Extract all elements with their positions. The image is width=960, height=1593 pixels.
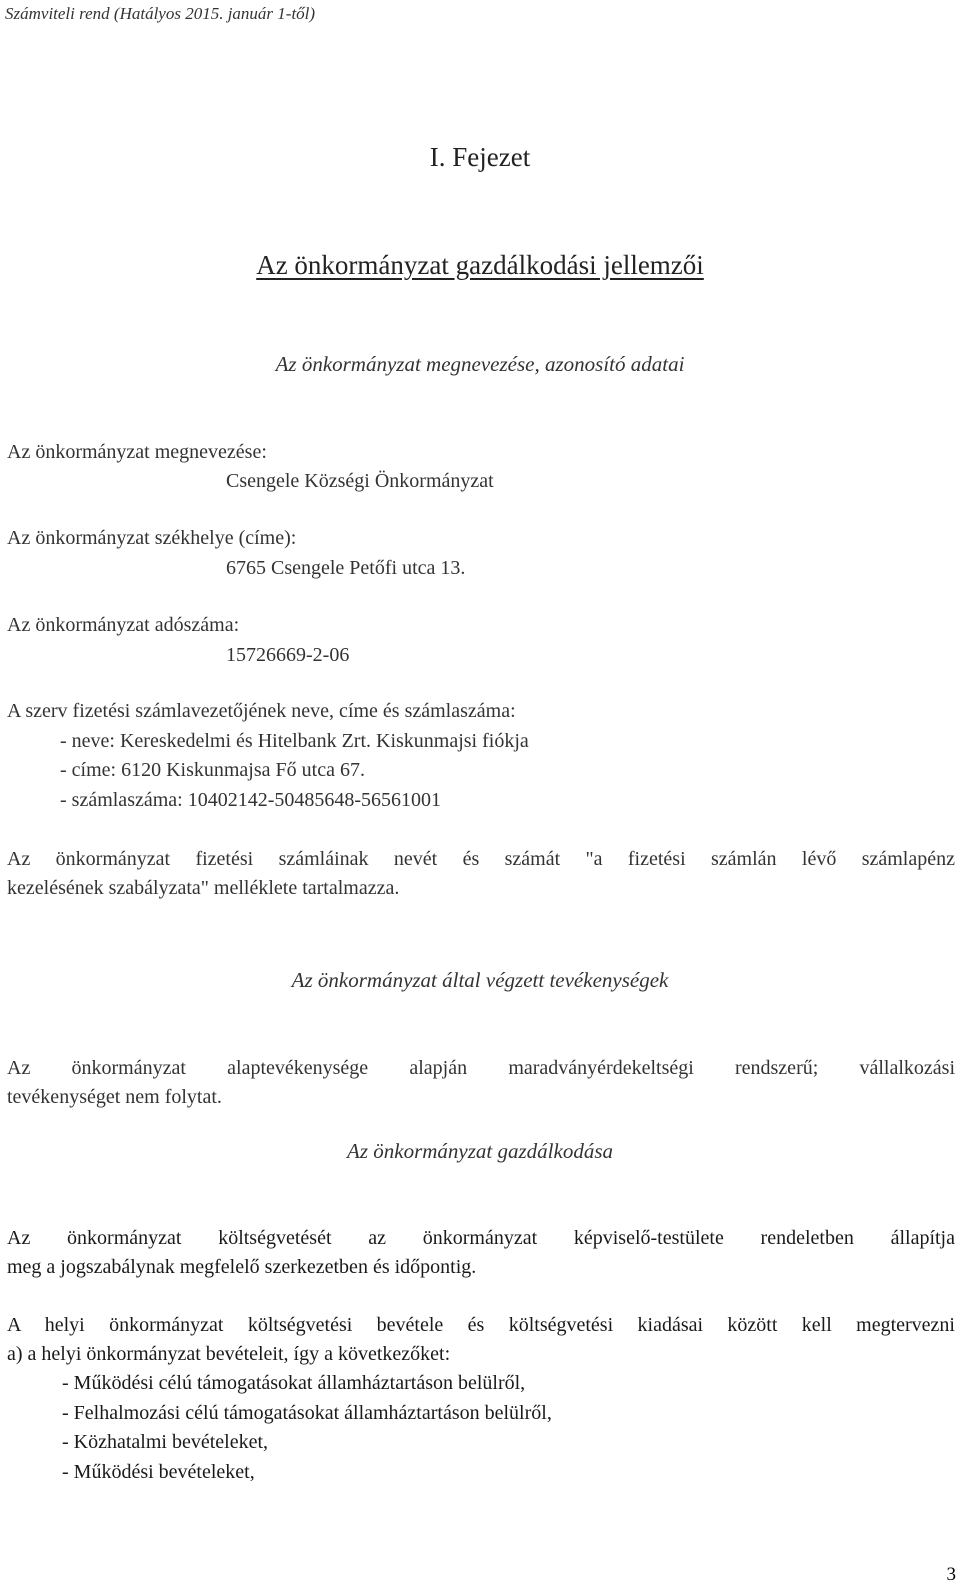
- activities-paragraph: [7, 1054, 955, 1112]
- list-item: - Működési célú támogatásokat államháztartáson belülről,: [62, 1372, 526, 1394]
- revenue-paragraph: [7, 1311, 955, 1369]
- main-title: Az önkormányzat gazdálkodási jellemzői: [256, 250, 704, 280]
- bank-label: A szerv fizetési számlavezetőjének neve, címe és számlaszáma:: [7, 700, 516, 722]
- list-item: - Működési bevételeket,: [62, 1460, 255, 1483]
- bank-address: - címe: 6120 Kiskunmajsa Fő utca 67.: [60, 759, 365, 781]
- section-heading-management: Az önkormányzat gazdálkodása: [347, 1139, 613, 1163]
- bank-name: - neve: Kereskedelmi és Hitelbank Zrt. Kiskunmajsi fiókja: [60, 730, 529, 752]
- section-heading-activities: Az önkormányzat által végzett tevékenységek: [291, 968, 669, 992]
- revenue-list: [62, 1369, 552, 1487]
- paragraph-line: kezelésének szabályzata" melléklete tartalmazza.: [7, 877, 400, 899]
- paragraph-line: a) a helyi önkormányzat bevételeit, így a következőket:: [7, 1343, 451, 1365]
- paragraph-line: Az önkormányzat költségvetését az önkormányzat képviselő-testülete rendeletben állapítja: [7, 1227, 955, 1249]
- seat-label: Az önkormányzat székhelye (címe):: [7, 527, 297, 549]
- bank-account: - számlaszáma: 10402142-50485648-56561001: [60, 789, 442, 811]
- paragraph-line: tevékenységet nem folytat.: [7, 1086, 222, 1108]
- running-header: Számviteli rend (Hatályos 2015. január 1-től): [5, 4, 316, 23]
- paragraph-line: Az önkormányzat fizetési számláinak nevét és számát "a fizetési számlán lévő számlapénz: [7, 848, 955, 870]
- chapter-heading: I. Fejezet: [429, 142, 531, 172]
- page-number: 3: [946, 1564, 956, 1585]
- seat-value: 6765 Csengele Petőfi utca 13.: [226, 557, 466, 579]
- paragraph-line: Az önkormányzat alaptevékenysége alapján maradványérdekeltségi rendszerű; vállalkozási: [7, 1057, 955, 1079]
- tax-label: Az önkormányzat adószáma:: [7, 614, 240, 636]
- tax-value: 15726669-2-06: [226, 644, 350, 666]
- paragraph-line: meg a jogszabálynak megfelelő szerkezetben és időpontig.: [7, 1256, 477, 1278]
- list-item: - Közhatalmi bevételeket,: [62, 1431, 269, 1453]
- accounts-paragraph: [7, 845, 955, 903]
- section-heading-identification: Az önkormányzat megnevezése, azonosító adatai: [275, 352, 685, 376]
- budget-paragraph: [7, 1224, 955, 1282]
- paragraph-line: A helyi önkormányzat költségvetési bevétele és költségvetési kiadásai között kell megtervezni: [7, 1314, 955, 1336]
- name-value: Csengele Községi Önkormányzat: [226, 470, 494, 492]
- name-label: Az önkormányzat megnevezése:: [7, 441, 267, 463]
- list-item: - Felhalmozási célú támogatásokat államháztartáson belülről,: [62, 1401, 552, 1424]
